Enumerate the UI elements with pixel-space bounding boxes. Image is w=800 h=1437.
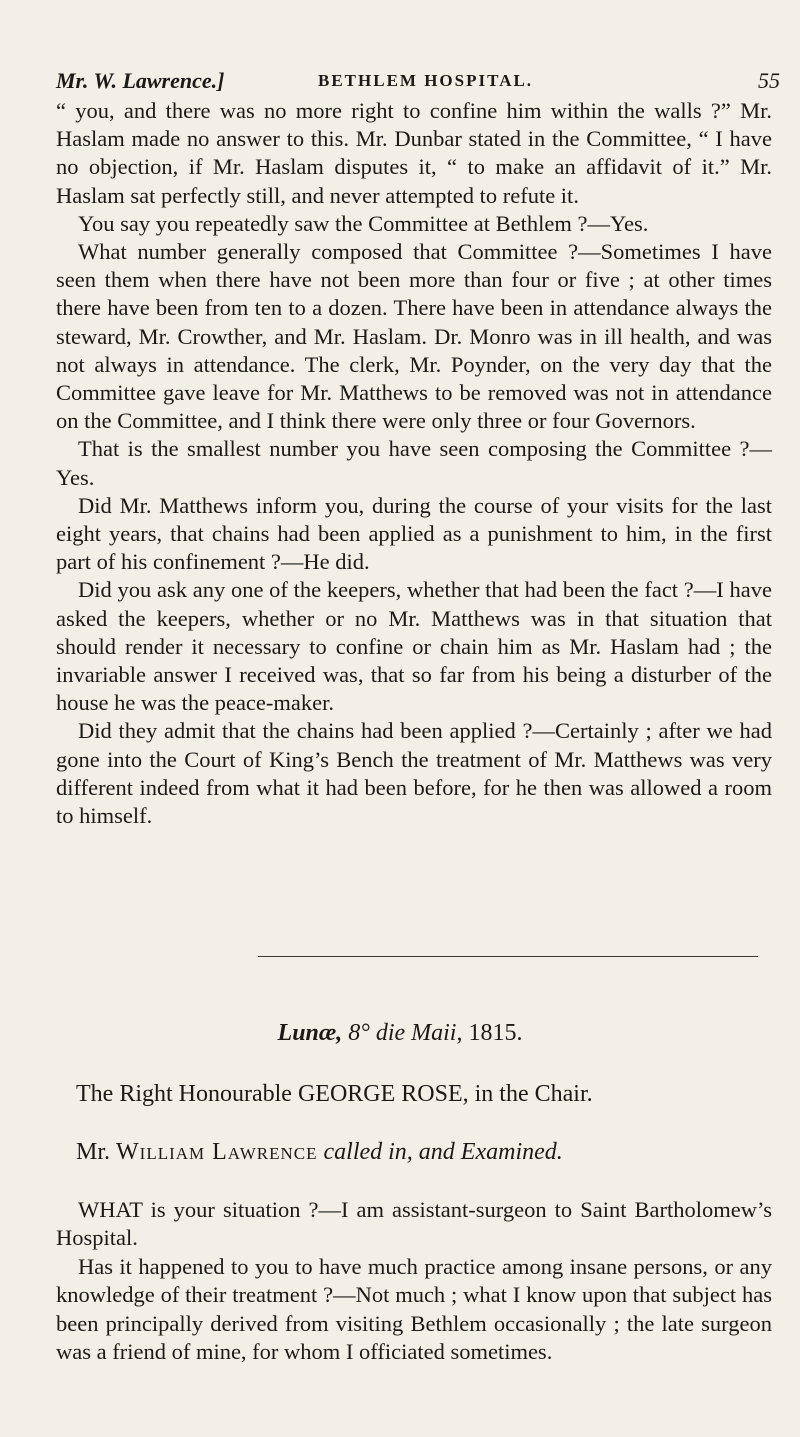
paragraph: You say you repeatedly saw the Committee at Bethlem ?—Yes. bbox=[78, 210, 649, 236]
page-number: 55 bbox=[758, 68, 780, 93]
paragraph: “ you, and there was no more right to confine him within the walls ?” Mr. Haslam made no answer to this. Mr. Dunbar stated in the Committee, “ I have no objection, if Mr. Haslam disputes it, “ to make an affidavit of it.” Mr. Haslam sat perfectly still, and never attempted to refute it. bbox=[56, 98, 772, 208]
date-year: 1815. bbox=[468, 1020, 523, 1046]
witness-name: William Lawrence bbox=[116, 1139, 318, 1165]
section-divider bbox=[258, 956, 758, 957]
running-head-title: BETHLEM HOSPITAL. bbox=[318, 71, 534, 90]
session-date bbox=[0, 1017, 800, 1049]
paragraph: What number generally composed that Committee ?—Sometimes I have seen them when there have not been more than four or five ; at other times there have been from ten to a dozen. There have been in attendance always the steward, Mr. Crowther, and Mr. Haslam. Dr. Monro was in ill health, and was not always in attendance. The clerk, Mr. Poynder, on the very day that the Committee gave leave for Mr. Matthews to be removed was not in attendance on the Committee, and I think there were only three or four Governors. bbox=[56, 239, 772, 434]
paragraph: Did you ask any one of the keepers, whether that had been the fact ?—I have asked the keepers, whether or no Mr. Matthews was in that situation that should render it necessary to confine or chain him as Mr. Haslam had ; the invariable answer I received was, that so far from his being a disturber of the house he was the peace-maker. bbox=[56, 577, 772, 716]
paragraph: WHAT is your situation ?—I am assistant-surgeon to Saint Bartholomew’s Hospital. bbox=[56, 1197, 772, 1251]
testimony-text bbox=[56, 97, 772, 830]
witness-prefix: Mr. bbox=[76, 1139, 111, 1165]
date-date: 8° die Maii, bbox=[348, 1020, 463, 1046]
chair-line: The Right Honourable GEORGE ROSE, in the Chair. bbox=[76, 1081, 593, 1107]
paragraph: That is the smallest number you have seen composing the Committee ?—Yes. bbox=[56, 436, 772, 490]
paragraph: Has it happened to you to have much practice among insane persons, or any knowledge of their treatment ?—Not much ; what I know upon that subject has been principally derived from visiting Bethlem occasionally ; the late surgeon was a friend of mine, for whom I officiated sometimes. bbox=[56, 1253, 772, 1365]
witness-line bbox=[56, 1136, 792, 1168]
paragraph: Did Mr. Matthews inform you, during the course of your visits for the last eight years, that chains had been applied as a punishment to him, in the first part of his confinement ?—He did. bbox=[56, 492, 772, 575]
running-head bbox=[56, 66, 780, 96]
examination-text bbox=[56, 1196, 772, 1366]
witness-suffix: called in, and Examined. bbox=[323, 1139, 563, 1165]
date-day: Lunæ, bbox=[277, 1020, 343, 1046]
running-head-left: Mr. W. Lawrence.] bbox=[56, 68, 225, 93]
paragraph: Did they admit that the chains had been applied ?—Certainly ; after we had gone into the Court of King’s Bench the treatment of Mr. Matthews was very different indeed from what it had been before, for he then was allowed a room to himself. bbox=[56, 718, 772, 829]
